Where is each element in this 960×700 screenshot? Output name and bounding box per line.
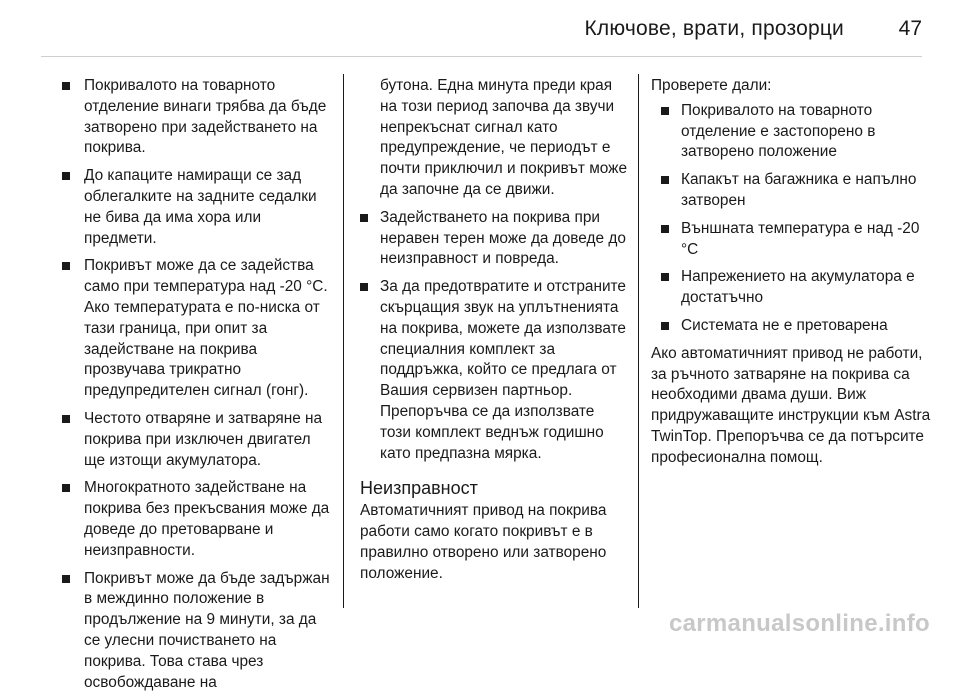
section-paragraph: Ако автоматичният привод не работи, за ръчното затваряне на покрива са необходими двама души. Виж придружаващите инструкции към Astra TwinTop. Препоръчва се да потърсите професионална помощ. [651, 344, 931, 466]
list-item: Покривалото на товарното отделение е застопорено в затворено положение [661, 101, 931, 163]
square-bullet-icon [62, 82, 70, 90]
list-item: Многократното задействане на покрива без прекъсвания може да доведе до претоварване и неизправности. [62, 478, 330, 561]
page-title: Ключове, врати, прозорци [584, 17, 844, 40]
list-item: Покривът може да бъде задържан в междинно положение в продължение на 9 минути, за да се улесни почистването на покрива. Това става чрез освобождаване на [62, 569, 330, 694]
square-bullet-icon [661, 273, 669, 281]
notes-list [360, 208, 628, 465]
square-bullet-icon [360, 283, 368, 291]
watermark: carmanualsonline.info [668, 610, 930, 637]
page-header [0, 0, 960, 52]
continued-text: бутона. Една минута преди края на този период започва да звучи непрекъснат сигнал като предупреждение, че периодът е почти приключил и покривът може да започне да се движи. [380, 77, 628, 198]
list-item: Външната температура е над -20 °C [661, 219, 931, 261]
column-2 [360, 76, 628, 588]
list-item: За да предотвратите и отстраните скърцащия звук на уплътненията на покрива, можете да използвате специалния комплект за поддръжка, който се предлага от Вашия сервизен партньор. Препоръчва се да използвате този комплект веднъж годишно като предпазна мярка. [360, 277, 628, 464]
square-bullet-icon [661, 225, 669, 233]
section-heading: Неизправност [360, 478, 478, 499]
square-bullet-icon [62, 262, 70, 270]
column-divider-2 [638, 74, 639, 608]
page-number: 47 [898, 17, 922, 40]
list-item: Покривът може да се задейства само при температура над -20 °C. Ако температурата е по-ниска от тази граница, при опит за задействане на покрива прозвучава трикратно предупредителен сигнал (гонг). [62, 256, 330, 402]
column-1 [62, 76, 330, 700]
column-3 [651, 76, 931, 473]
checklist-intro: Проверете дали: [651, 77, 772, 94]
notes-list [62, 76, 330, 693]
list-item: Задействането на покрива при неравен терен може да доведе до неизправност и повреда. [360, 208, 628, 270]
checklist [651, 101, 931, 337]
square-bullet-icon [62, 484, 70, 492]
square-bullet-icon [360, 214, 368, 222]
square-bullet-icon [661, 176, 669, 184]
square-bullet-icon [661, 107, 669, 115]
section-paragraph: Автоматичният привод на покрива работи само когато покривът е в правилно отворено или затворено положение. [360, 502, 607, 582]
list-item: Покривалото на товарното отделение винаги трябва да бъде затворено при задействането на покрива. [62, 76, 330, 159]
header-divider [41, 56, 922, 57]
list-item: Капакът на багажника е напълно затворен [661, 170, 931, 212]
list-item: Системата не е претоварена [661, 316, 931, 337]
list-item: Напрежението на акумулатора е достатъчно [661, 267, 931, 309]
list-item: Честото отваряне и затваряне на покрива при изключен двигател ще изтощи акумулатора. [62, 409, 330, 471]
square-bullet-icon [661, 322, 669, 330]
square-bullet-icon [62, 575, 70, 583]
square-bullet-icon [62, 172, 70, 180]
column-divider-1 [343, 74, 344, 608]
square-bullet-icon [62, 415, 70, 423]
list-item: До капаците намиращи се зад облегалките на задните седалки не бива да има хора или предмети. [62, 166, 330, 249]
